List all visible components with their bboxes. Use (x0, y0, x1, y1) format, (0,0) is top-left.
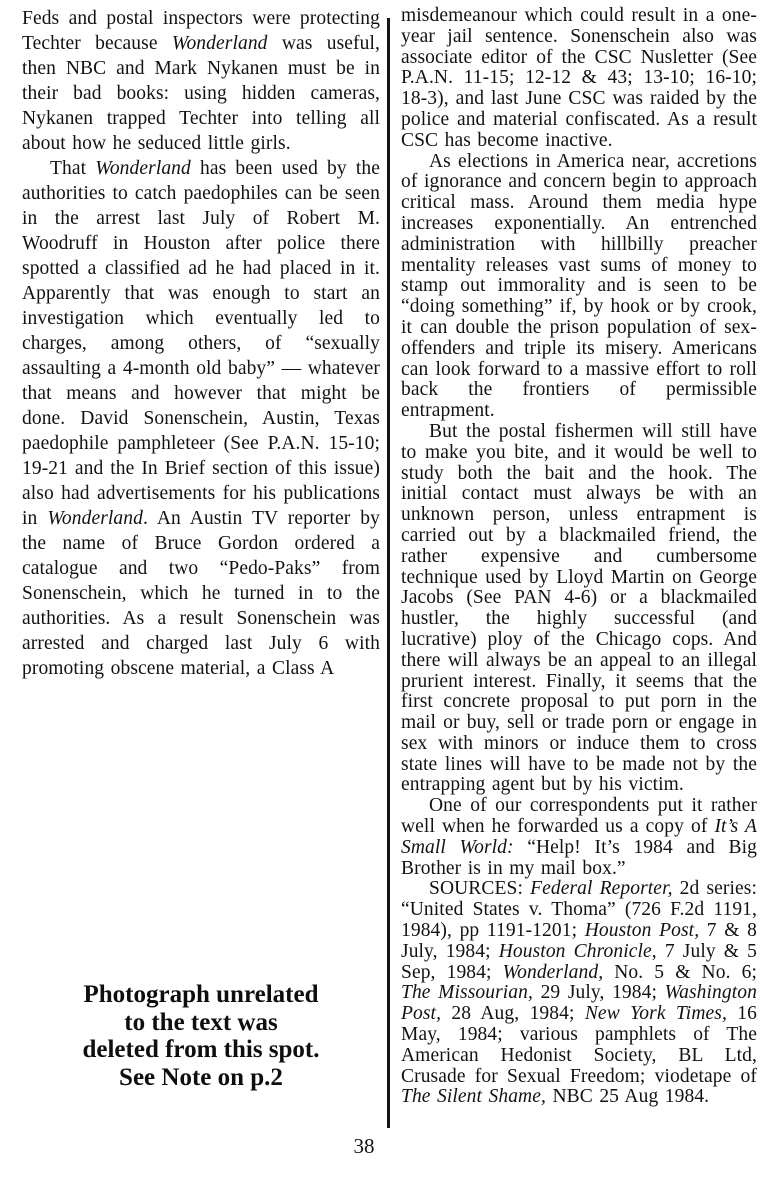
text-run: has been used by the authorities to catch paedophiles can be seen in the arrest last July of Robert M. Woodruff in Houston after police there spotted a classified ad he had placed in it. Apparently that was enough to start an investigation which eventually led to charges, among others, of “sexually assaulting a 4-month old baby” — whatever that means and however that might be done. David Sonenschein, Austin, Texas paedophile pamphleteer (See P.A.N. 15-10; 19-21 and the In Brief section of this issue) also had advertisements for his publications in (22, 158, 380, 529)
text-run: 28 Aug, 1984; (441, 1003, 585, 1025)
text-run: As elections in America near, accretions of ignorance and concern begin to approach critical mass. Around them media hype increases exponentially. An entrenched administration with hillbilly preacher mentality releases vast sums of money to stamp out immorality and is seen to be “doing something” if, by hook or by crook, it can double the prison population of sex-offenders and triple its misery. Americans can look forward to a massive effort to roll back the frontiers of permissible entrapment. (401, 150, 757, 422)
text-run: 7 & 8 July, 1984; (401, 920, 757, 962)
italic-text-run: Houston Chronicle, (498, 940, 657, 962)
paragraph (401, 422, 757, 796)
text-run: But the postal fishermen will still have to make you bite, and it would be well to study both the bait and the hook. The initial contact must always be with an unknown person, unless entrapment is carried out by a blackmailed friend, the rather expensive and cumbersome technique used by Lloyd Martin on George Jacobs (See PAN 4-6) or a blackmailed hustler, the highly successful (and lucrative) ploy of the Chicago cops. And there will always be an appeal to an illegal prurient interest. Finally, it seems that the first concrete proposal to put porn in the mail or buy, sell or trade porn or engage in sex with minors or induce them to cross state lines will have to be made not by the entrapping agent but by his victim. (401, 420, 757, 796)
text-run: SOURCES: (429, 878, 531, 900)
italic-text-run: The Missourian, (401, 982, 533, 1004)
column-divider-rule (387, 18, 390, 1128)
paragraph (401, 6, 757, 152)
text-run: No. 5 & No. 6; (603, 961, 757, 983)
notice-line: Photograph unrelated (83, 981, 319, 1008)
text-run: 7 July & 5 Sep, 1984; (401, 940, 758, 983)
paragraph (401, 152, 757, 422)
right-column-text (401, 6, 757, 1108)
notice-line: to the text was (124, 1008, 278, 1036)
italic-text-run: It’s A Small World: (401, 816, 757, 858)
text-run: . An Austin TV reporter by the name of Bruce Gordon ordered a catalogue and two “Pedo-Paks” from Sonenschein, which he turned in to the authorities. As a result Sonenschein was arrested and charged last July 6 with promoting obscene material, a Class A (22, 508, 380, 679)
notice-line: deleted from this spot. (82, 1036, 320, 1063)
italic-text-run: Wonderland (171, 33, 268, 54)
text-run: 16 May, 1984; various pamphlets of The American Hedonist Society, BL Ltd, Crusade for Sexual Freedom; viodetape of (401, 1003, 757, 1087)
italic-text-run: Wonderland (95, 158, 191, 179)
text-run: “Help! It’s 1984 and Big Brother is in my mail box.” (401, 836, 757, 879)
italic-text-run: The Silent Shame, (401, 1086, 546, 1108)
italic-text-run: Houston Post, (584, 920, 700, 942)
paragraph (401, 879, 757, 1108)
italic-text-run: Washington Post, (401, 982, 757, 1025)
text-run: One of our correspondents put it rather well when he forwarded us a copy of (401, 795, 757, 838)
text-run: misdemeanour which could result in a one-year jail sentence. Sonenschein also was associate editor of the CSC Nusletter (See P.A.N. 11-15; 12-12 & 43; 13-10; 16-10; 18-3), and last June CSC was raided by the police and material confiscated. As a result CSC has become inactive. (401, 5, 757, 151)
text-run: 2d series: “United States v. Thoma” (726 F.2d 1191, 1984), pp 1191-1201; (401, 878, 757, 942)
right-column (401, 6, 757, 1108)
left-column-text (22, 6, 380, 681)
notice-line: See Note on p.2 (119, 1063, 283, 1091)
paragraph (401, 796, 757, 879)
text-run: 29 July, 1984; (532, 982, 665, 1004)
text-run: was useful, then NBC and Mark Nykanen must be in their bad books: using hidden cameras, Nykanen trapped Techter into telling all about how he seduced little girls. (22, 33, 380, 154)
paragraph (22, 156, 380, 681)
italic-text-run: Federal Reporter, (530, 878, 673, 900)
text-run: NBC 25 Aug 1984. (545, 1086, 710, 1108)
italic-text-run: Wonderland, (502, 961, 604, 983)
text-run: Feds and postal inspectors were protecting Techter because (22, 8, 380, 54)
italic-text-run: New York Times, (584, 1003, 727, 1025)
paragraph (22, 6, 380, 156)
text-run: That (50, 158, 96, 179)
left-column (22, 6, 380, 1091)
photo-deleted-notice (22, 981, 380, 1091)
page-number: 38 (353, 1134, 375, 1158)
italic-text-run: Wonderland (47, 508, 143, 529)
